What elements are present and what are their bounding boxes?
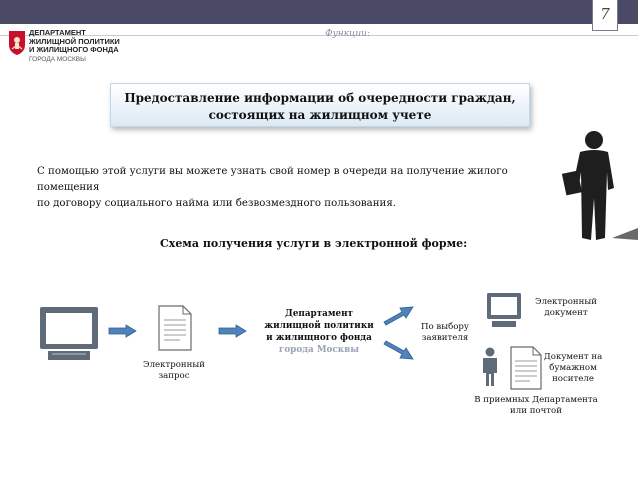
choice-label (412, 322, 478, 344)
section-title: Функции: (325, 29, 370, 39)
logo-line-1: ДЕПАРТАМЕНТ (29, 28, 86, 37)
e-document-line-1: Электронный (535, 297, 597, 307)
department-label (264, 308, 374, 356)
logo-subtitle: ГОРОДА МОСКВЫ (29, 56, 86, 63)
logo-line-2: ЖИЛИЩНОЙ ПОЛИТИКИ (29, 36, 120, 46)
moscow-coat-of-arms-icon (8, 30, 26, 56)
businessman-silhouette-icon (558, 128, 638, 243)
service-title-banner (110, 83, 530, 127)
offices-label (468, 395, 604, 417)
page-number: 7 (592, 0, 618, 31)
department-line-1: Департамент (285, 309, 353, 319)
choice-line-1: По выбору (421, 322, 469, 332)
description-line-2: по договору социального найма или безвозмездного пользования. (37, 198, 396, 209)
offices-line-2: или почтой (510, 406, 562, 416)
document-icon (158, 305, 192, 351)
arrow-up-right-icon (382, 302, 416, 326)
arrow-down-right-icon (382, 340, 416, 364)
paper-document-label (538, 352, 608, 385)
banner-line-1: Предоставление информации об очередности граждан, (124, 91, 516, 105)
scheme-title: Схема получения услуги в электронной форме: (160, 237, 468, 250)
description-line-1: С помощью этой услуги вы можете узнать свой номер в очереди на получение жилого помещения (37, 166, 508, 193)
logo-text (29, 29, 120, 55)
request-label-line-1: Электронный (143, 360, 205, 370)
paper-document-line-1: Документ на (543, 352, 603, 362)
department-line-4: города Москвы (278, 345, 360, 355)
computer-icon (38, 305, 100, 363)
person-icon (481, 347, 499, 387)
department-line-3: и жилищного фонда (266, 333, 372, 343)
paper-document-line-3: носителе (552, 374, 594, 384)
paper-document-line-2: бумажном (549, 363, 597, 373)
computer-small-icon (486, 292, 522, 328)
header-bar (0, 0, 638, 24)
choice-line-2: заявителя (421, 333, 469, 343)
offices-line-1: В приемных Департамента (474, 395, 598, 405)
service-description (37, 164, 557, 212)
request-label (135, 360, 213, 382)
logo-line-3: И ЖИЛИЩНОГО ФОНДА (29, 45, 119, 54)
request-label-line-2: запрос (158, 371, 190, 381)
department-line-2: жилищной политики (264, 321, 374, 331)
e-document-label (526, 297, 606, 319)
arrow-right-icon (218, 324, 248, 338)
arrow-right-icon (108, 324, 138, 338)
e-document-line-2: документ (544, 308, 588, 318)
banner-line-2: состоящих на жилищном учете (208, 108, 432, 122)
